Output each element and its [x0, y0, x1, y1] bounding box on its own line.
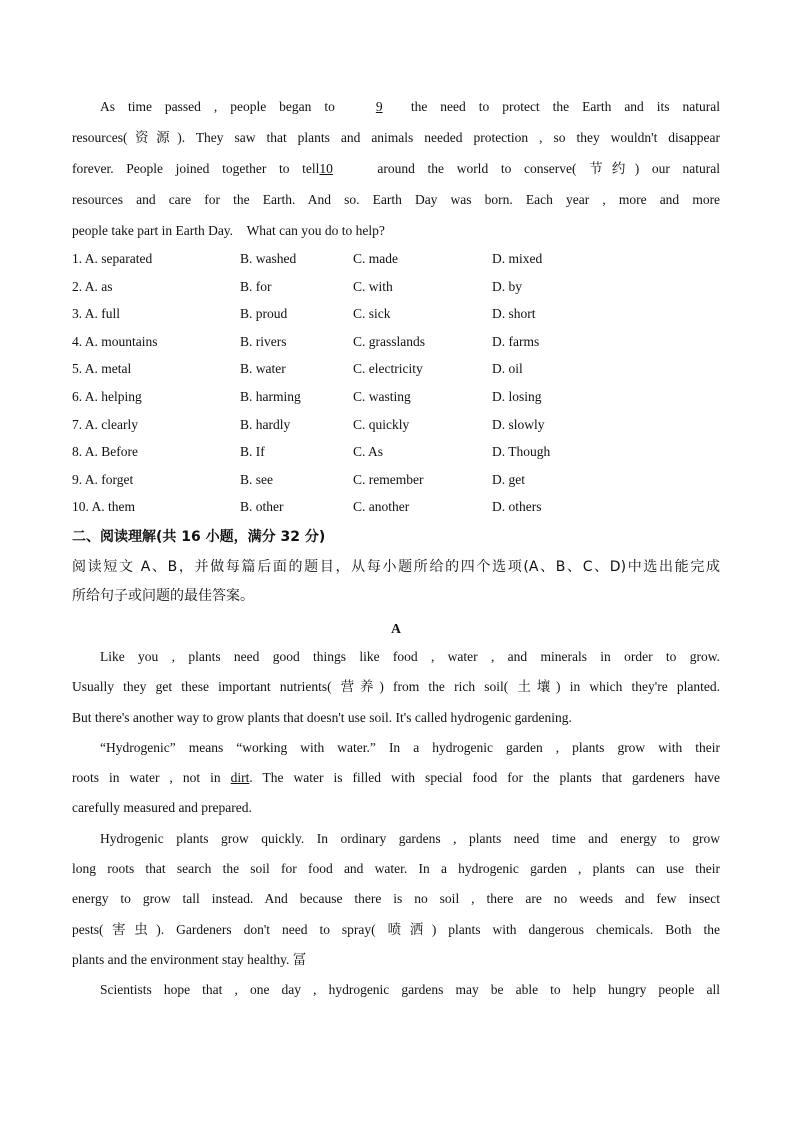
passage-line: carefully measured and prepared. — [72, 800, 252, 816]
passage-line: roots in water , not in dirt. The water is filled with special food for the plants that gardeners have — [72, 770, 721, 786]
underlined-word: dirt — [230, 770, 250, 786]
option-b: B. see — [240, 471, 273, 487]
section-instructions — [72, 554, 720, 612]
option-c: C. sick — [353, 306, 391, 322]
passage-line: Like you , plants need good things like food , water , and minerals in order to grow. — [100, 648, 720, 664]
option-b: B. water — [240, 361, 286, 377]
option-b: B. washed — [240, 251, 297, 266]
cloze-line-5: people take part in Earth Day. What can you do to help? — [72, 223, 385, 238]
option-c: C. made — [353, 251, 398, 266]
cloze-line-1: As time passed , people began to 9 the need to protect the Earth and its natural — [72, 94, 720, 125]
option-d: D. Though — [492, 444, 551, 460]
passage-line: Hydrogenic plants grow quickly. In ordinary gardens , plants need time and energy to grow — [100, 830, 720, 846]
option-d: D. mixed — [492, 251, 543, 266]
cloze-line-2: resources(资源). They saw that plants and animals needed protection , so they wouldn't disappear — [72, 130, 721, 145]
option-row-3 — [72, 301, 720, 329]
option-row-1 — [72, 246, 720, 274]
option-row-5 — [72, 356, 720, 384]
cloze-paragraph — [72, 94, 720, 246]
option-d: D. short — [492, 306, 536, 322]
option-row-8 — [72, 439, 720, 467]
option-d: D. get — [492, 471, 525, 487]
option-a: 9. A. forget — [72, 471, 134, 487]
document-page — [72, 94, 720, 1008]
passage-line: pests(害虫). Gardeners don't need to spray( 喷洒) plants with dangerous chemicals. Both the — [72, 921, 720, 937]
option-a: 5. A. metal — [72, 361, 132, 377]
option-d: D. oil — [492, 361, 523, 377]
option-b: B. If — [240, 444, 265, 460]
option-d: D. slowly — [492, 416, 545, 432]
option-d: D. others — [492, 499, 542, 515]
passage-title: A — [391, 620, 401, 636]
option-d: D. by — [492, 278, 522, 294]
blank-10: 10 — [319, 161, 333, 176]
option-b: B. other — [240, 499, 284, 515]
option-b: B. proud — [240, 306, 288, 322]
option-b: B. hardly — [240, 416, 291, 432]
option-b: B. for — [240, 278, 272, 294]
blank-9: 9 — [375, 99, 383, 114]
option-row-2 — [72, 274, 720, 302]
option-row-6 — [72, 384, 720, 412]
passage-line: “Hydrogenic” means “working with water.” In a hydrogenic garden , plants grow with their — [100, 739, 720, 755]
option-a: 6. A. helping — [72, 388, 142, 404]
option-a: 8. A. Before — [72, 444, 138, 460]
option-b: B. harming — [240, 388, 301, 404]
option-b: B. rivers — [240, 333, 287, 349]
option-a: 2. A. as — [72, 278, 113, 294]
section-heading: 二、阅读理解(共 16 小题，满分 32 分) — [72, 528, 326, 545]
option-c: C. quickly — [353, 416, 410, 432]
option-c: C. grasslands — [353, 333, 425, 349]
option-row-7 — [72, 412, 720, 440]
option-a: 10. A. them — [72, 499, 135, 515]
passage-line: energy to grow tall instead. And because there is no soil , there are no weeds and few insect — [72, 891, 720, 907]
option-c: C. electricity — [353, 361, 423, 377]
option-a: 7. A. clearly — [72, 416, 138, 432]
option-row-4 — [72, 329, 720, 357]
option-a: 4. A. mountains — [72, 333, 158, 349]
passage-line: Scientists hope that , one day , hydrogenic gardens may be able to help hungry people all — [100, 982, 720, 998]
options-list — [72, 246, 720, 522]
option-a: 3. A. full — [72, 306, 121, 322]
option-c: C. with — [353, 278, 393, 294]
option-c: C. wasting — [353, 388, 411, 404]
cloze-line-4: resources and care for the Earth. And so. Earth Day was born. Each year , more and more — [72, 192, 721, 207]
passage-line: But there's another way to grow plants that doesn't use soil. It's called hydrogenic gardening. — [72, 709, 572, 725]
option-row-10 — [72, 494, 720, 522]
instruction-line-2: 所给句子或问题的最佳答案。 — [72, 587, 254, 604]
option-c: C. remember — [353, 471, 424, 487]
option-c: C. another — [353, 499, 410, 515]
option-d: D. losing — [492, 388, 542, 404]
cloze-line-3: forever. People joined together to tell10 around the world to conserve( 节约) our natural — [72, 156, 720, 187]
passage-line: long roots that search the soil for food and water. In a hydrogenic garden , plants can use their — [72, 861, 720, 877]
option-a: 1. A. separated — [72, 251, 153, 266]
passage-line: Usually they get these important nutrients( 营养) from the rich soil( 土壤) in which they're planted. — [72, 679, 720, 695]
instruction-line-1: 阅读短文 A、B，并做每篇后面的题目，从每小题所给的四个选项(A、B、C、D)中选出能完成 — [72, 558, 720, 575]
passage-a — [72, 644, 720, 1008]
option-d: D. farms — [492, 333, 540, 349]
passage-line: plants and the environment stay healthy. 冨 — [72, 951, 307, 967]
option-row-9 — [72, 467, 720, 495]
option-c: C. As — [353, 444, 384, 460]
